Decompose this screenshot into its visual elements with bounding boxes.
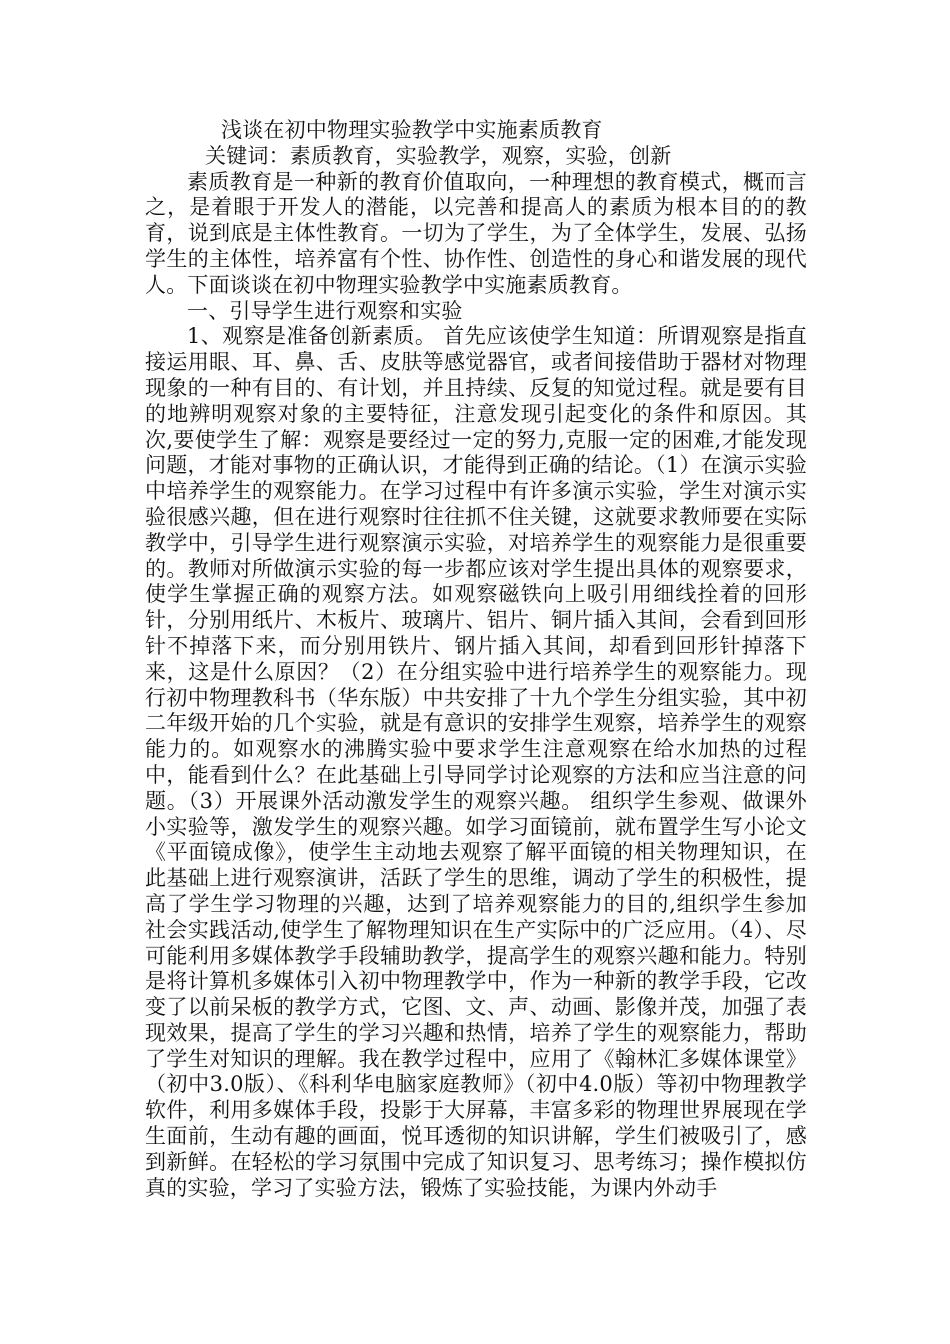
- document-title: 浅谈在初中物理实验教学中实施素质教育: [221, 118, 603, 142]
- section-heading: 一、引导学生进行观察和实验: [187, 298, 463, 323]
- keywords-line: 关键词：素质教育，实验教学，观察，实验，创新: [205, 143, 672, 168]
- section-body-paragraph: 1、观察是准备创新素质。 首先应该使学生知道：所谓观察是指直接运用眼、耳、鼻、舌、皮肤等感觉器官，或者间接借助于器材对物理现象的一种有目的、有计划，并且持续、反复的知觉过程。就是要有目的地辨明观察对象的主要特征，注意发现引起变化的条件和原因。其次,要使学生了解：观察是要经过一定的努力,克服一定的困难,才能发现问题，才能对事物的正确认识，才能得到正确的结论。（1）在演示实验中培养学生的观察能力。在学习过程中有许多演示实验，学生对演示实验很感兴趣，但在进行观察时往往抓不住关键，这就要求教师要在实际教学中，引导学生进行观察演示实验，对培养学生的观察能力是很重要的。教师对所做演示实验的每一步都应该对学生提出具体的观察要求，使学生掌握正确的观察方法。如观察磁铁向上吸引用细线拴着的回形针，分别用纸片、木板片、玻璃片、铝片、铜片插入其间，会看到回形针不掉落下来，而分别用铁片、钢片插入其间，却看到回形针掉落下来，这是什么原因？（2）在分组实验中进行培养学生的观察能力。现行初中物理教科书（华东版）中共安排了十九个学生分组实验，其中初二年级开始的几个实验，就是有意识的安排学生观察，培养学生的观察能力的。如观察水的沸腾实验中要求学生注意观察在给水加热的过程中，能看到什么？在此基础上引导同学讨论观察的方法和应当注意的问题。（3）开展课外活动激发学生的观察兴趣。 组织学生参观、做课外小实验等，激发学生的观察兴趣。如学习面镜前，就布置学生写小论文《平面镜成像》，使学生主动地去观察了解平面镜的相关物理知识，在此基础上进行观察演讲，活跃了学生的思维，调动了学生的积极性，提高了学生学习物理的兴趣，达到了培养观察能力的目的,组织学生参加社会实践活动,使学生了解物理知识在生产实际中的广泛应用。（4）、尽可能利用多媒体教学手段辅助教学，提高学生的观察兴趣和能力。特别是将计算机多媒体引入初中物理教学中，作为一种新的教学手段，它改变了以前呆板的教学方式，它图、文、声、动画、影像并茂，加强了表现效果，提高了学生的学习兴趣和热情，培养了学生的观察能力，帮助了学生对知识的理解。我在教学过程中，应用了《翰林汇多媒体课堂》（初中3.0版）、《科利华电脑家庭教师》（初中4.0版）等初中物理教学软件，利用多媒体手段，投影于大屏幕，丰富多彩的物理世界展现在学生面前，生动有趣的画面，悦耳透彻的知识讲解，学生们被吸引了，感到新鲜。在轻松的学习氛围中完成了知识复习、思考练习；操作模拟仿真的实验，学习了实验方法，锻炼了实验技能，为课内外动手: [145, 324, 807, 1200]
- intro-paragraph: 素质教育是一种新的教育价值取向，一种理想的教育模式，概而言之，是着眼于开发人的潜能，以完善和提高人的素质为根本目的的教育，说到底是主体性教育。一切为了学生，为了全体学生，发展、弘扬学生的主体性，培养富有个性、协作性、创造性的身心和谐发展的现代人。下面谈谈在初中物理实验教学中实施素质教育。: [145, 169, 807, 297]
- document-body: [145, 118, 807, 1201]
